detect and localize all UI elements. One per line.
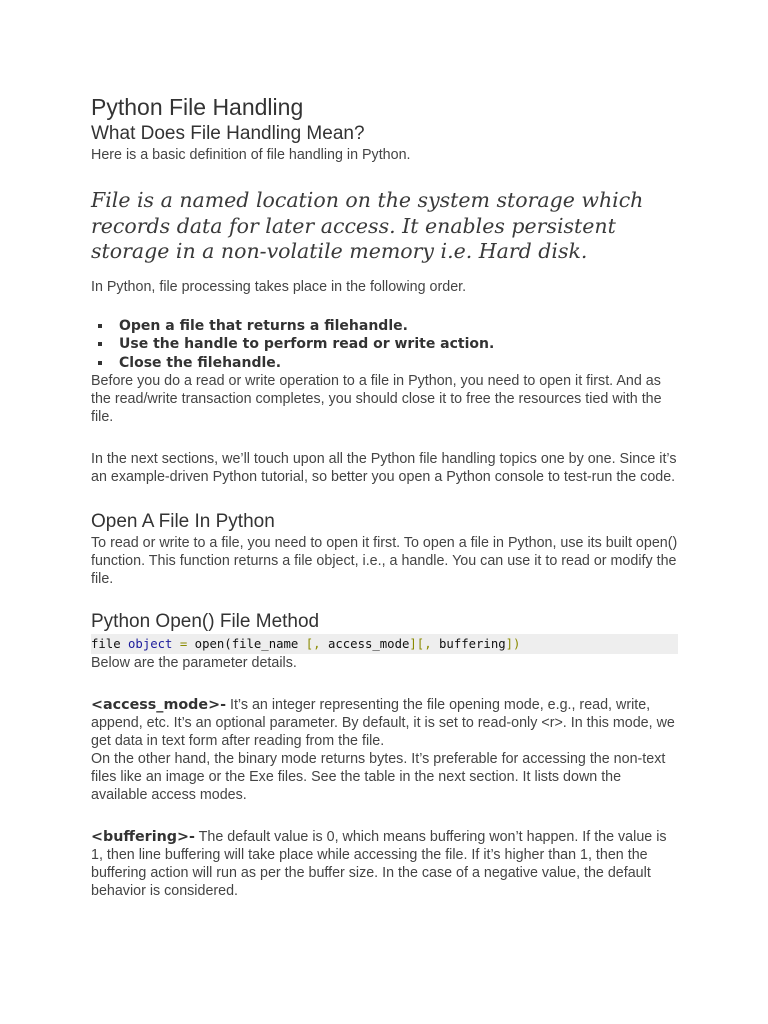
list-item: Use the handle to perform read or write action. [91, 335, 681, 354]
list-item: Open a file that returns a filehandle. [91, 317, 681, 336]
open-file-paragraph: To read or write to a file, you need to open it first. To open a file in Python, use its built open() function. This function returns a file object, i.e., a handle. You can use it to read or modify the file. [91, 535, 678, 587]
next-sections-paragraph: In the next sections, we’ll touch upon all the Python file handling topics one by one. Since it’s an example-driven Python tutorial, so better you open a Python console to test-run the code. [91, 451, 677, 485]
access-mode-term: <access_mode>- [91, 697, 227, 713]
buffering-term: <buffering>- [91, 829, 195, 845]
intro-paragraph: Here is a basic definition of file handling in Python. [91, 147, 411, 163]
section-heading-open-method: Python Open() File Method [91, 611, 320, 632]
access-mode-paragraph: <access_mode>- It’s an integer representing the file opening mode, e.g., read, write, append, etc. It’s an optional parameter. By default, it is set to read-only <r>. In this mode, we get data in text form after reading from the file. [91, 697, 675, 749]
section-heading-open-file: Open A File In Python [91, 511, 275, 532]
definition-quote: File is a named location on the system storage which records data for later access. It enables persistent storage in a non-volatile memory i.e. Hard disk. [91, 188, 644, 263]
bullet-icon [98, 324, 102, 328]
open-close-paragraph: Before you do a read or write operation to a file in Python, you need to open it first. And as the read/write transaction completes, you should close it to free the resources tied with the file. [91, 373, 662, 425]
document-page [91, 92, 681, 900]
bullet-icon [98, 361, 102, 365]
steps-list [91, 317, 681, 373]
page-title: Python File Handling [91, 94, 304, 120]
parameter-details-paragraph: Below are the parameter details. [91, 655, 297, 671]
section-heading-file-handling-meaning: What Does File Handling Mean? [91, 123, 365, 144]
bullet-icon [98, 342, 102, 346]
code-block: file object = open(file_name [, access_mode][, buffering]) [91, 634, 678, 654]
order-paragraph: In Python, file processing takes place in the following order. [91, 278, 467, 295]
buffering-paragraph: <buffering>- The default value is 0, which means buffering won’t happen. If the value is 1, then line buffering will take place while accessing the file. If it’s higher than 1, then the buffering action will run as per the buffer size. In the case of a negative value, the default behavior is considered. [91, 829, 667, 899]
binary-mode-paragraph: On the other hand, the binary mode returns bytes. It’s preferable for accessing the non-text files like an image or the Exe files. See the table in the next section. It lists down the available access modes. [91, 751, 666, 803]
list-item: Close the filehandle. [91, 354, 681, 373]
